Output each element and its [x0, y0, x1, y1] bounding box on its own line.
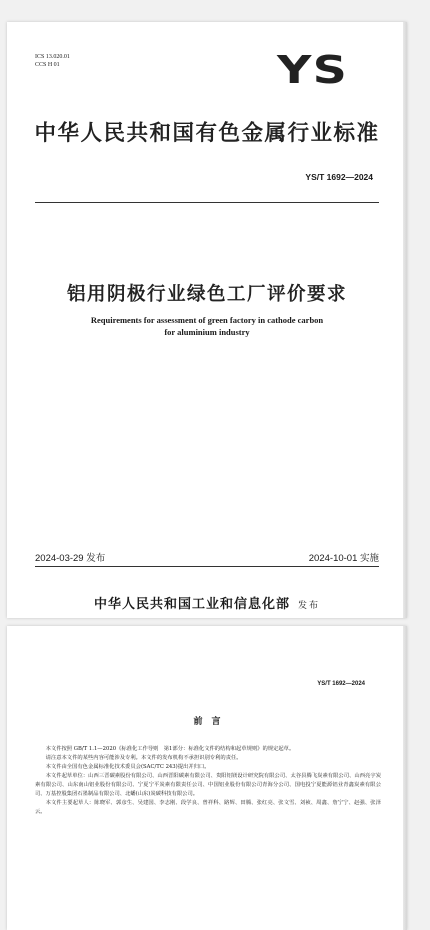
document-title-cn: 铝用阴极行业绿色工厂评价要求 [66, 284, 347, 305]
ics-code: ICS 13.020.01 [35, 54, 70, 60]
classification-codes [35, 53, 70, 69]
publish-date: 2024-03-29 发布 [35, 553, 106, 564]
paragraph: 本文件主要起草人：陈晓军、郭彦生、吴建国、李志刚、段学良、曾祥科、路辉、田腾、张红亮、张文雪、刘祯、周鑫、詹宁宁、赵强、张泽云。 [35, 800, 381, 815]
page-edge [403, 22, 407, 618]
issuer-name: 中华人民共和国工业和信息化部 [93, 597, 290, 612]
foreword-title: 前 言 [193, 717, 221, 727]
implement-date: 2024-10-01 实施 [308, 553, 379, 564]
ccs-code: CCS H 01 [35, 62, 60, 68]
paragraph: 请注意本文件的某些内容可能涉及专利。本文件的发布机构不承担识别专利的责任。 [45, 755, 242, 761]
paragraph: 本文件按照 GB/T 1.1—2020《标准化工作导则 第1部分：标准化文件的结构和起草规则》的规定起草。 [45, 746, 295, 752]
title-en-line1: Requirements for assessment of green factory in cathode carbon [90, 315, 324, 325]
issuer-suffix: 发布 [298, 601, 321, 611]
ys-logo: YS [277, 48, 349, 92]
foreword-body [35, 745, 381, 817]
issuing-authority [7, 593, 407, 612]
title-en-line2: for aluminium industry [164, 327, 250, 337]
page-header-standard-number: YS/T 1692—2024 [317, 681, 365, 687]
cover-page [7, 22, 407, 618]
page-edge [403, 626, 407, 930]
foreword-page [7, 626, 407, 930]
standard-category-title: 中华人民共和国有色金属行业标准 [34, 121, 380, 146]
paragraph: 本文件起草单位：山西三晋碳素股份有限公司、山西晋阳碳素有限公司、贵阳铝镁设计研究院有限公司、太谷县腾飞炭素有限公司、山西亮宇炭素有限公司、山东南山铝业股份有限公司、宁夏宁平炭素有限责任公司、中国铝业股份有限公司青海分公司、国电投宁夏能源铝业青鑫炭素有限公司、万基控股集团石墨制品有限公司、北蟠(山东)炭碳科技有限公司。 [35, 773, 381, 797]
paragraph: 本文件由全国有色金属标准化技术委员会(SAC/TC 243)提出并归口。 [45, 764, 210, 770]
standard-number: YS/T 1692—2024 [305, 172, 373, 182]
header-rule [35, 202, 379, 203]
date-rule [35, 566, 379, 567]
document-title-en [27, 314, 387, 338]
